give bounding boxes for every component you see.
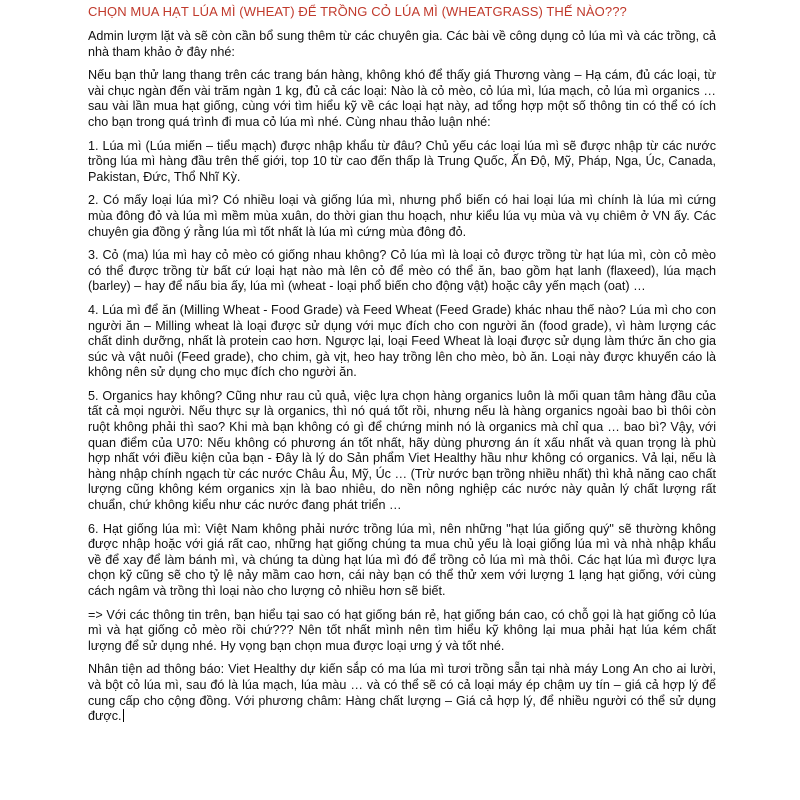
paragraph-item-6: 6. Hạt giống lúa mì: Việt Nam không phải nước trồng lúa mì, nên những "hạt lúa giống quý" sẽ thường không được nhập hoặc với giá rất cao, những hạt giống chúng ta mua chủ yếu là loại giống lúa mì và nhà nhập khẩu về để xay để làm bánh mì, và chúng ta dùng hạt lúa mì đó để trồng cỏ lúa mì mà thôi. Các hạt lúa mì được lựa chọn kỹ cũng sẽ cho tỷ lệ nảy mầm cao hơn, cái này bạn có thể thử xem với lượng 1 lạng hạt giống, với cùng cách ngâm và trồng thì loại nào cho lượng cỏ nhiều hơn sẽ biết. [88, 521, 716, 598]
paragraph-item-1: 1. Lúa mì (Lúa miến – tiểu mạch) được nhập khẩu từ đâu? Chủ yếu các loại lúa mì sẽ được nhập từ các nước trồng lúa mì hàng đầu trên thế giới, top 10 từ cao đến thấp là Trung Quốc, Ấn Độ, Mỹ, Pháp, Nga, Úc, Canada, Pakistan, Đức, Thổ Nhĩ Kỳ. [88, 138, 716, 184]
paragraph-item-3: 3. Cỏ (ma) lúa mì hay cỏ mèo có giống nhau không? Cỏ lúa mì là loại cỏ được trồng từ hạt lúa mì, còn cỏ mèo có thể được trồng từ bất cứ loại hạt nào mà lên cỏ để mèo có thể ăn, bao gồm hạt lanh (flaxeed), lúa mạch (barley) – hay để nấu bia ấy, lúa mì (wheat - loại phổ biến cho động vật) hoặc cây yến mạch (oat) … [88, 248, 716, 294]
paragraph-overview: Nếu bạn thử lang thang trên các trang bán hàng, không khó để thấy giá Thương vàng – Hạ cám, đủ các loại, từ vài chục ngàn đến vài trăm ngàn 1 kg, đủ cả các loại: Nào là cỏ mèo, cỏ lúa mì, lúa mạch, cỏ lúa mì organics … sau vài lần mua hạt giống, cùng với tìm hiểu kỹ về các loại hạt này, ad tổng hợp một số thông tin có thể có ích cho bạn trong quá trình đi mua cỏ lúa mì nhé. Cùng nhau thảo luận nhé: [88, 68, 716, 129]
announcement-text: Nhân tiện ad thông báo: Viet Healthy dự kiến sắp có ma lúa mì tươi trồng sẵn tại nhà máy Long An cho ai lười, và bột cỏ lúa mì, sau đó là lúa mạch, lúa màu … và có thể sẽ có cả loại máy ép chậm uy tín – giá cả hợp lý để cung cấp cho cộng đồng. Với phương châm: Hàng chất lượng – Giá cả hợp lý, để nhiều người có thể sử dụng được. [88, 662, 716, 724]
paragraph-conclusion: => Với các thông tin trên, bạn hiểu tại sao có hạt giống bán rẻ, hạt giống bán cao, có chỗ gọi là hạt giống cỏ lúa mì và hạt giống cỏ mèo rồi chứ??? Nên tốt nhất mình nên tìm hiểu kỹ không lại mua phải hạt lúa kém chất lượng để sử dụng nhé. Hy vọng bạn chọn mua được loại ưng ý và tốt nhé. [88, 607, 716, 653]
paragraph-item-5: 5. Organics hay không? Cũng như rau củ quả, việc lựa chọn hàng organics luôn là mối quan tâm hàng đầu của tất cả mọi người. Nếu thực sự là organics, thì nó quá tốt rồi, nhưng nếu là hàng organics ngoài bao bì thôi còn ruột không phải thì sao? Khi mà bạn không có gì để chứng minh nó là organics mà chỉ qua … bao bì? Vậy, với quan điểm của U70: Nếu không có phương án tốt nhất, hãy dùng phương án ít xấu nhất và quan trọng là phù hợp nhất với điều kiện của bạn - Đây là lý do Sản phẩm Viet Healthy hầu như không có organics. Vả lại, nếu là hàng nhập chính ngạch từ các nước Châu Âu, Mỹ, Úc … (Trừ nước bạn trồng nhiều nhất) thì khả năng cao chất lượng cũng không kém organics xịn là bao nhiêu, do nền nông nghiệp các nước này quản lý chất lượng rất chuẩn, chứ không kiểu như các nước đang phát triển … [88, 388, 716, 513]
paragraph-item-4: 4. Lúa mì để ăn (Milling Wheat - Food Grade) và Feed Wheat (Feed Grade) khác nhau thế nào? Lúa mì cho con người ăn – Milling wheat là loại được sử dụng với mục đích cho con người ăn (food grade), vì hàm lượng các chất dinh dưỡng, nhất là protein cao hơn. Ngược lại, loại Feed Wheat là loại được sử dụng làm thức ăn cho gia súc và vật nuôi (Feed grade), cho chim, gà vịt, heo hay trồng lên cho mèo, bò ăn. Loại này được khuyến cáo là không nên sử dụng cho mục đích cho người ăn. [88, 302, 716, 380]
paragraph-intro: Admin lượm lặt và sẽ còn cần bổ sung thêm từ các chuyên gia. Các bài về công dụng cỏ lúa mì và các trồng, cả nhà tham khảo ở đây nhé: [88, 29, 716, 59]
document-title: CHỌN MUA HẠT LÚA MÌ (WHEAT) ĐỂ TRỒNG CỎ LÚA MÌ (WHEATGRASS) THẾ NÀO??? [88, 4, 627, 19]
paragraph-announcement [88, 662, 716, 724]
text-cursor [123, 709, 124, 722]
document-page [88, 0, 716, 800]
paragraph-item-2: 2. Có mấy loại lúa mì? Có nhiều loại và giống lúa mì, nhưng phổ biến có hai loại lúa mì chính là lúa mì cứng mùa đông đỏ và lúa mì mềm mùa xuân, do thời gian thu hoạch, như kiểu lúa vụ mùa và vụ chiêm ở VN ấy. Các chuyên gia đồng ý rằng lúa mì tốt nhất là lúa mì cứng mùa đông đỏ. [88, 193, 716, 239]
